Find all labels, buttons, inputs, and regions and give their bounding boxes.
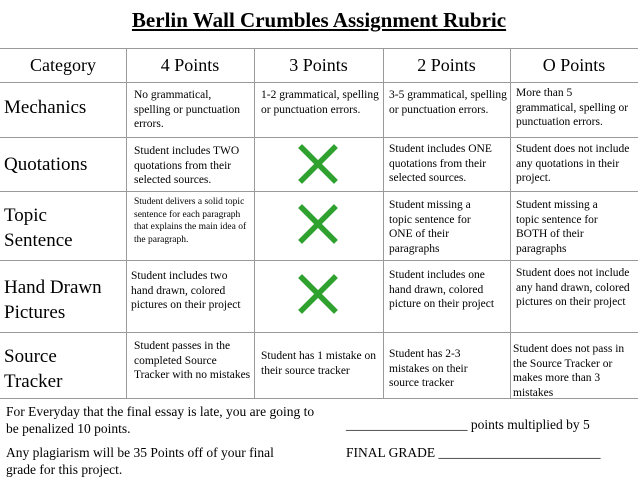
x-mark-icon [296, 202, 340, 246]
cell-mechanics-0: More than 5 grammatical, spelling or punctuation errors. [516, 87, 629, 128]
table-rule [0, 48, 638, 49]
x-mark-icon [296, 272, 340, 316]
category-label: Topic [4, 205, 47, 226]
table-rule [0, 191, 638, 192]
table-rule [0, 332, 638, 333]
page-title: Berlin Wall Crumbles Assignment Rubric [131, 8, 507, 32]
header-4-points: 4 Points [160, 55, 220, 75]
category-label: Mechanics [4, 97, 87, 118]
cell-pictures-0: Student does not include any hand drawn, colored pictures on their project [516, 267, 630, 308]
cell-quotations-0: Student does not include any quotations in their project. [516, 143, 630, 184]
category-mechanics [4, 95, 86, 120]
cell-source-tracker-2: Student has 2-3 mistakes on their source tracker [389, 348, 468, 389]
category-quotations [4, 152, 87, 177]
x-mark-icon [296, 142, 340, 186]
category-label: Quotations [4, 154, 88, 175]
table-rule [126, 48, 127, 398]
category-label: Tracker [4, 371, 63, 392]
category-topic-sentence [4, 203, 73, 253]
rubric-table [0, 48, 638, 398]
header-3-points: 3 Points [289, 55, 348, 75]
cell-source-tracker-0: Student does not pass in the Source Tracker or makes more than 3 mistakes [513, 343, 625, 399]
category-label: Hand Drawn [4, 277, 102, 298]
table-rule [383, 48, 384, 398]
points-multiplied-line: __________________ points multiplied by 5 [346, 417, 590, 432]
header-category: Category [30, 55, 96, 75]
cell-topic-sentence-0: Student missing a topic sentence for BOTH of their paragraphs [516, 199, 598, 255]
category-label: Sentence [4, 230, 73, 251]
cell-source-tracker-4: Student passes in the completed Source Tracker with no mistakes [134, 340, 251, 381]
table-rule [0, 82, 638, 83]
category-label: Pictures [4, 302, 66, 323]
cell-mechanics-4: No grammatical, spelling or punctuation errors. [134, 89, 241, 130]
table-rule [0, 260, 638, 261]
table-rule [254, 48, 255, 398]
cell-quotations-2: Student includes ONE quotations from their selected sources. [389, 143, 492, 184]
cell-quotations-4: Student includes TWO quotations from their selected sources. [134, 145, 240, 186]
cell-pictures-2: Student includes one hand drawn, colored picture on their project [389, 269, 495, 310]
header-0-points: O Points [542, 55, 606, 75]
final-grade-line: FINAL GRADE ________________________ [346, 445, 601, 460]
cell-source-tracker-3: Student has 1 mistake on their source tracker [261, 350, 376, 377]
plagiarism-note: Any plagiarism will be 35 Points off of your final grade for this project. [6, 445, 274, 477]
cell-pictures-4: Student includes two hand drawn, colored pictures on their project [131, 270, 241, 311]
category-source-tracker [4, 344, 62, 394]
cell-mechanics-3: 1-2 grammatical, spelling or punctuation errors. [261, 89, 379, 116]
cell-mechanics-2: 3-5 grammatical, spelling or punctuation errors. [389, 89, 507, 116]
table-rule [0, 137, 638, 138]
category-label: Source [4, 346, 57, 367]
cell-topic-sentence-2: Student missing a topic sentence for ONE of their paragraphs [389, 199, 471, 255]
category-hand-drawn-pictures [4, 275, 102, 325]
cell-topic-sentence-4: Student delivers a solid topic sentence for each paragraph that explains the main idea of the paragraph. [134, 197, 247, 245]
header-2-points: 2 Points [417, 55, 476, 75]
late-policy-note: For Everyday that the final essay is late, you are going to be penalized 10 points. [6, 404, 315, 436]
table-rule [510, 48, 511, 398]
